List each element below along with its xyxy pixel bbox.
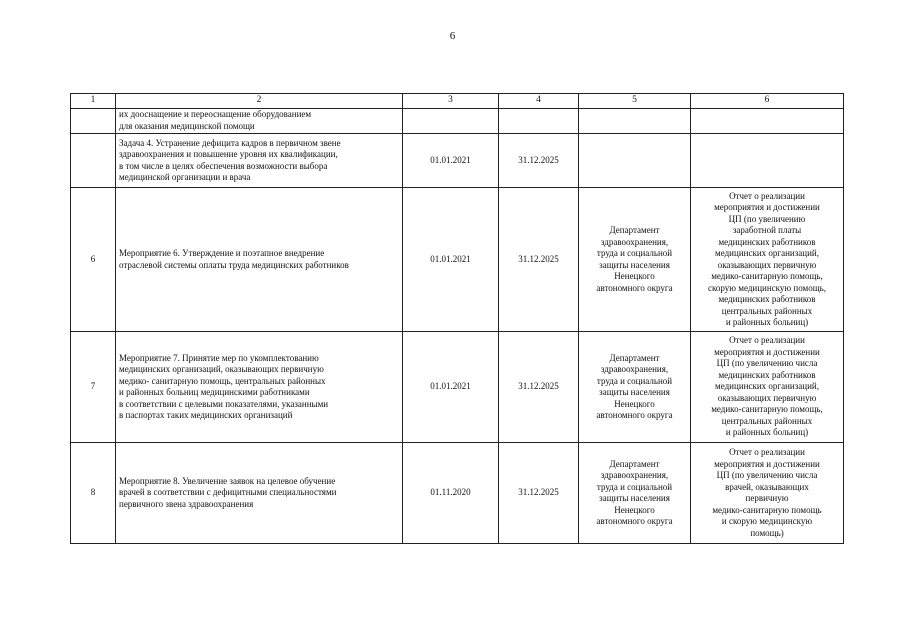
row-number: 7: [71, 332, 116, 443]
table-row-continuation: [71, 109, 844, 134]
start-date: 01.01.2021: [403, 134, 499, 188]
column-header-number: 1: [71, 94, 116, 109]
column-header-executor: 5: [579, 94, 691, 109]
end-date: 31.12.2025: [499, 332, 579, 443]
end-date: 31.12.2025: [499, 443, 579, 544]
table-header-row: [71, 94, 844, 109]
row-number: [71, 134, 116, 188]
table-row-task-4: [71, 134, 844, 188]
row-number: 6: [71, 188, 116, 332]
row-number: [71, 109, 116, 134]
column-header-start-date: 3: [403, 94, 499, 109]
result: Отчет о реализации мероприятия и достижении ЦП (по увеличению числа медицинских работников медицинских организаций, оказывающих первичную медико-санитарную помощь, центральных районных и районных больниц): [691, 332, 844, 443]
column-header-end-date: 4: [499, 94, 579, 109]
start-date: 01.11.2020: [403, 443, 499, 544]
column-header-name: 2: [116, 94, 403, 109]
executor: [579, 109, 691, 134]
activity-name: Мероприятие 8. Увеличение заявок на целевое обучение врачей в соответствии с дефицитными специальностями первичного звена здравоохранения: [116, 443, 403, 544]
result: [691, 109, 844, 134]
row-number: 8: [71, 443, 116, 544]
executor: Департамент здравоохранения, труда и социальной защиты населения Ненецкого автономного округа: [579, 443, 691, 544]
start-date: 01.01.2021: [403, 332, 499, 443]
end-date: 31.12.2025: [499, 134, 579, 188]
end-date: 31.12.2025: [499, 188, 579, 332]
end-date: [499, 109, 579, 134]
result: Отчет о реализации мероприятия и достижении ЦП (по увеличению заработной платы медицинских работников медицинских организаций, оказывающих первичную медико-санитарную помощь, скорую медицинскую помощь, медицинских работников центральных районных и районных больниц): [691, 188, 844, 332]
table-row-activity-7: [71, 332, 844, 443]
result: [691, 134, 844, 188]
executor: Департамент здравоохранения, труда и социальной защиты населения Ненецкого автономного округа: [579, 188, 691, 332]
activity-name: Мероприятие 6. Утверждение и поэтапное внедрение отраслевой системы оплаты труда медицинских работников: [116, 188, 403, 332]
result: Отчет о реализации мероприятия и достижении ЦП (по увеличению числа врачей, оказывающих первичную медико-санитарную помощь и скорую медицинскую помощь): [691, 443, 844, 544]
column-header-result: 6: [691, 94, 844, 109]
start-date: 01.01.2021: [403, 188, 499, 332]
start-date: [403, 109, 499, 134]
activity-name: Мероприятие 7. Принятие мер по укомплектованию медицинских организаций, оказывающих первичную медико- санитарную помощь, центральных районных и районных больниц медицинскими работниками в соответствии с целевыми показателями, указанными в паспортах таких медицинских организаций: [116, 332, 403, 443]
table-row-activity-6: [71, 188, 844, 332]
activity-name: Задача 4. Устранение дефицита кадров в первичном звене здравоохранения и повышение уровня их квалификации, в том числе в целях обеспечения возможности выбора медицинской организации и врача: [116, 134, 403, 188]
table-row-activity-8: [71, 443, 844, 544]
page-number: 6: [449, 30, 456, 42]
executor: Департамент здравоохранения, труда и социальной защиты населения Ненецкого автономного округа: [579, 332, 691, 443]
activities-table: [70, 93, 844, 544]
activity-name: их дооснащение и переоснащение оборудованием для оказания медицинской помощи: [116, 109, 403, 134]
executor: [579, 134, 691, 188]
